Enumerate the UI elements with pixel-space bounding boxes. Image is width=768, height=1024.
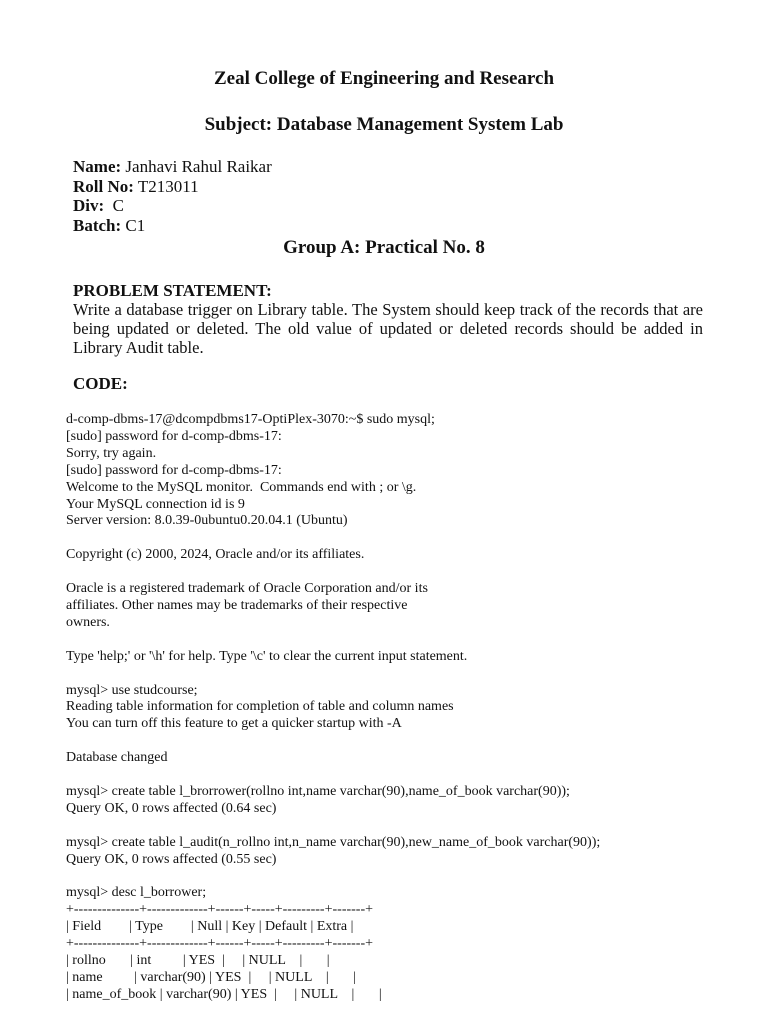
name-value: Janhavi Rahul Raikar xyxy=(121,157,272,176)
roll-label: Roll No: xyxy=(73,176,134,196)
code-line: Query OK, 0 rows affected (0.64 sec) xyxy=(66,800,277,816)
div-label: Div: xyxy=(73,196,105,216)
code-line xyxy=(66,530,756,547)
div-value: C xyxy=(104,196,125,216)
code-line: Database changed xyxy=(66,750,168,766)
code-line: Sorry, try again. xyxy=(66,445,157,461)
code-line: | name | varchar(90) | YES | | NULL | | xyxy=(66,969,356,985)
student-roll xyxy=(73,177,272,197)
code-line: Server version: 8.0.39-0ubuntu0.20.04.1 (Ubuntu) xyxy=(66,513,348,529)
code-line: | rollno | int | YES | | NULL | | xyxy=(66,953,330,968)
roll-value: T213011 xyxy=(133,176,199,196)
code-line: mysql> create table l_brorrower(rollno int,name varchar(90),name_of_book varchar(90)); xyxy=(66,783,570,799)
code-line xyxy=(66,666,756,683)
code-line: Copyright (c) 2000, 2024, Oracle and/or its affiliates. xyxy=(66,547,365,563)
code-line xyxy=(66,767,756,784)
code-line: d-comp-dbms-17@dcompdbms17-OptiPlex-3070:~$ sudo mysql; xyxy=(66,412,435,427)
code-heading: CODE: xyxy=(73,374,128,393)
code-line xyxy=(66,564,756,581)
code-line: [sudo] password for d-comp-dbms-17: xyxy=(66,462,282,478)
code-line: mysql> desc l_borrower; xyxy=(66,885,207,901)
code-line: Your MySQL connection id is 9 xyxy=(66,496,245,512)
student-name xyxy=(73,157,272,177)
code-line xyxy=(66,818,756,835)
code-line: Type 'help;' or '\h' for help. Type '\c' to clear the current input statement. xyxy=(66,648,468,664)
code-line: mysql> create table l_audit(n_rollno int,n_name varchar(90),new_name_of_book varchar(90)); xyxy=(66,834,601,850)
code-line: owners. xyxy=(66,614,110,630)
subject-title: Subject: Database Management System Lab xyxy=(204,114,564,135)
code-line xyxy=(66,733,756,750)
code-line: affiliates. Other names may be trademarks of their respective xyxy=(66,597,408,613)
student-div xyxy=(73,196,272,216)
code-line: [sudo] password for d-comp-dbms-17: xyxy=(66,428,282,444)
code-line: Query OK, 0 rows affected (0.55 sec) xyxy=(66,851,277,867)
problem-statement-text: Write a database trigger on Library table. The System should keep track of the records that are being updated or deleted. The old value of updated or deleted records should be added in Library Audit table. xyxy=(73,300,703,357)
problem-statement-heading: PROBLEM STATEMENT: xyxy=(73,281,272,300)
code-line: You can turn off this feature to get a quicker startup with -A xyxy=(66,716,402,732)
code-line xyxy=(66,632,756,649)
batch-value: C1 xyxy=(121,215,146,235)
code-line xyxy=(66,868,756,885)
code-line: +--------------+-------------+------+-----+---------+-------+ xyxy=(66,902,374,918)
code-line: Oracle is a registered trademark of Oracle Corporation and/or its xyxy=(66,581,428,597)
code-line: +--------------+-------------+------+-----+---------+-------+ xyxy=(66,936,374,952)
student-batch xyxy=(73,216,272,236)
code-line: Welcome to the MySQL monitor. Commands end with ; or \g. xyxy=(66,479,417,495)
batch-label: Batch: xyxy=(73,215,122,235)
code-line: mysql> use studcourse; xyxy=(66,682,198,698)
code-line: | name_of_book | varchar(90) | YES | | NULL | | xyxy=(66,986,382,1002)
practical-title: Group A: Practical No. 8 xyxy=(283,237,485,258)
student-info xyxy=(73,157,272,235)
code-line: | Field | Type | Null | Key | Default | Extra | xyxy=(66,919,354,935)
name-label: Name: xyxy=(73,157,122,176)
terminal-output xyxy=(66,412,756,1004)
college-title: Zeal College of Engineering and Research xyxy=(213,68,555,89)
code-line: Reading table information for completion of table and column names xyxy=(66,699,454,715)
